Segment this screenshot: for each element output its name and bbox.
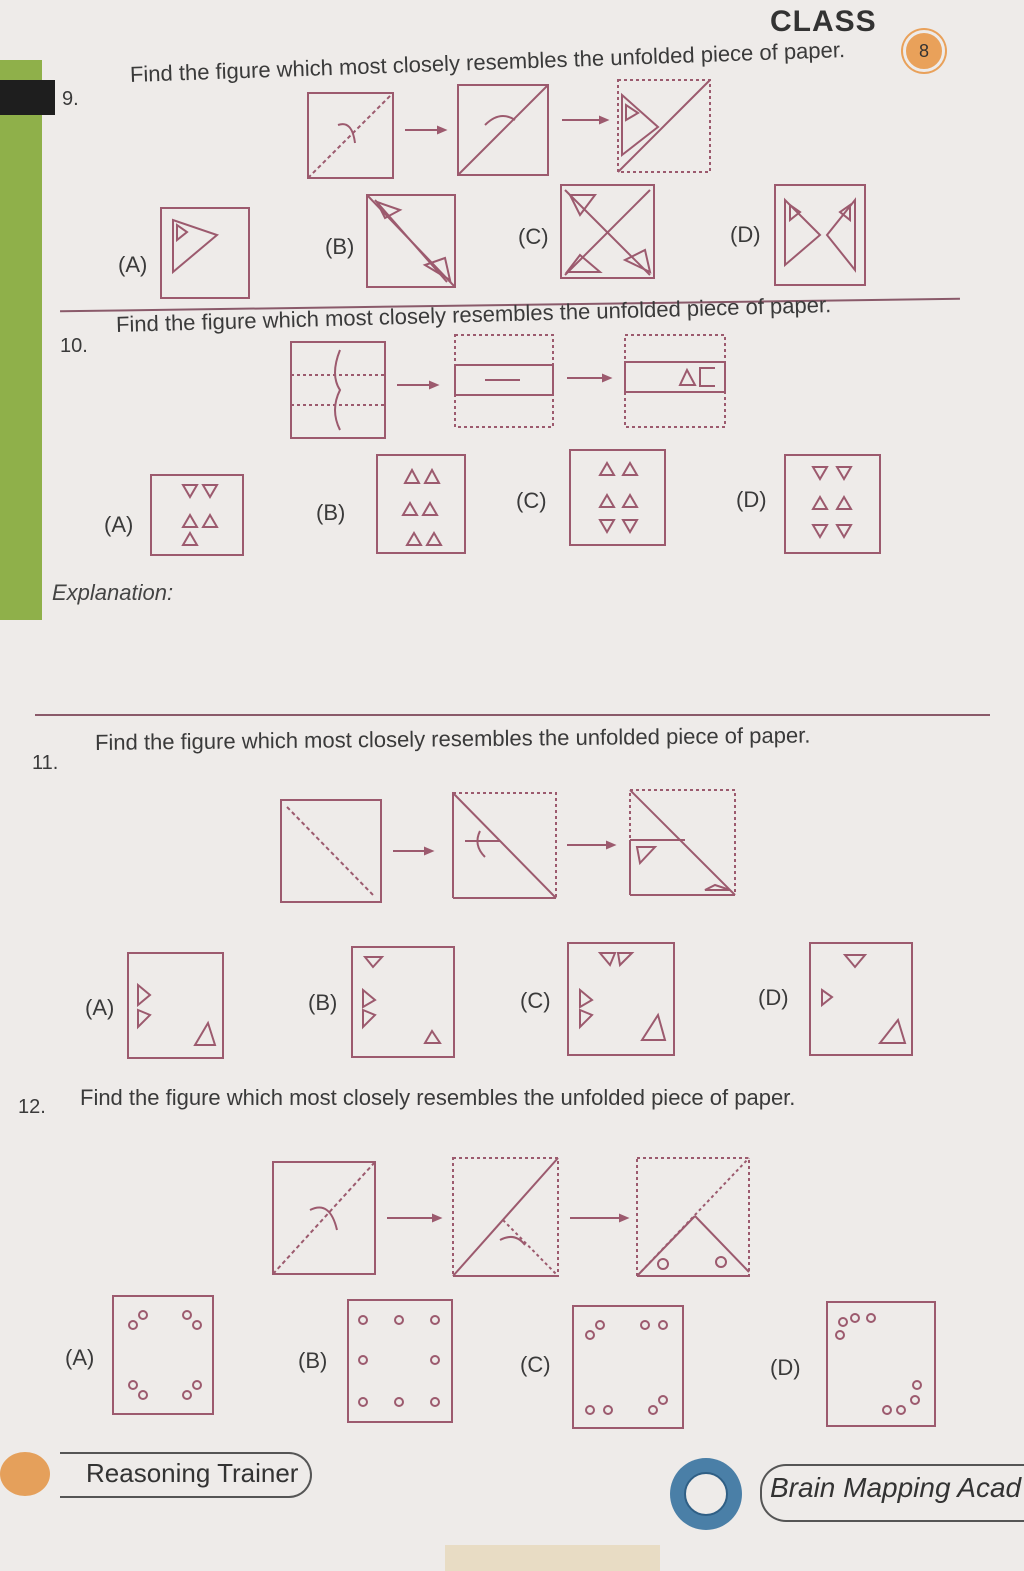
question-9-option-b[interactable]: (B)	[325, 234, 355, 259]
question-11-fold-sequence	[275, 785, 745, 910]
question-10-option-d[interactable]: (D)	[736, 487, 767, 512]
question-12-fold-sequence	[265, 1150, 760, 1285]
question-9-option-c[interactable]: (C)	[518, 224, 549, 249]
question-10-fold-sequence	[285, 330, 735, 442]
question-10-number: 10.	[60, 335, 88, 357]
question-9-number: 9.	[62, 88, 79, 110]
question-9-option-a[interactable]: (A)	[118, 252, 148, 277]
question-9-text: Find the figure which most closely resembles the unfolded piece of paper.	[129, 37, 846, 87]
question-12-option-c[interactable]: (C)	[520, 1352, 551, 1377]
footer-reasoning-trainer	[0, 1452, 310, 1496]
question-10-option-figures	[145, 445, 890, 565]
question-12-number: 12.	[18, 1096, 46, 1118]
question-11-option-d[interactable]: (D)	[758, 985, 789, 1010]
question-12-option-figures	[105, 1290, 945, 1435]
copyright-icon-inner	[684, 1472, 728, 1516]
explanation-label: Explanation:	[52, 580, 174, 605]
side-black-tab	[0, 80, 55, 115]
footer-left-title: Reasoning Trainer	[86, 1458, 299, 1488]
footer-brain-mapping	[670, 1458, 1024, 1528]
question-12-option-d[interactable]: (D)	[770, 1355, 801, 1380]
question-9-option-d[interactable]: (D)	[730, 222, 761, 247]
question-12-option-a[interactable]: (A)	[65, 1345, 95, 1370]
class-label: CLASS	[770, 5, 877, 38]
question-10-option-c[interactable]: (C)	[516, 488, 547, 513]
side-color-band	[0, 60, 42, 620]
lightbulb-icon	[0, 1452, 50, 1496]
question-11-option-c[interactable]: (C)	[520, 988, 551, 1013]
question-12-text: Find the figure which most closely resembles the unfolded piece of paper.	[80, 1085, 796, 1110]
question-11-number: 11.	[32, 752, 59, 774]
page-edge-strip	[445, 1545, 660, 1571]
question-10-text: Find the figure which most closely resembles the unfolded piece of paper.	[115, 292, 832, 337]
question-10-option-b[interactable]: (B)	[316, 500, 346, 525]
question-10-option-a[interactable]: (A)	[104, 512, 134, 537]
explanation-divider	[35, 714, 990, 716]
question-9-fold-sequence	[300, 75, 720, 185]
question-9-option-figures	[155, 180, 875, 305]
footer-right-title: Brain Mapping Acad	[770, 1472, 1022, 1503]
question-11-text: Find the figure which most closely resembles the unfolded piece of paper.	[94, 722, 811, 755]
question-11-option-b[interactable]: (B)	[308, 990, 338, 1015]
question-11-option-figures	[120, 935, 920, 1065]
question-11-option-a[interactable]: (A)	[85, 995, 115, 1020]
question-12-option-b[interactable]: (B)	[298, 1348, 328, 1373]
class-number-badge: 8	[903, 30, 945, 72]
